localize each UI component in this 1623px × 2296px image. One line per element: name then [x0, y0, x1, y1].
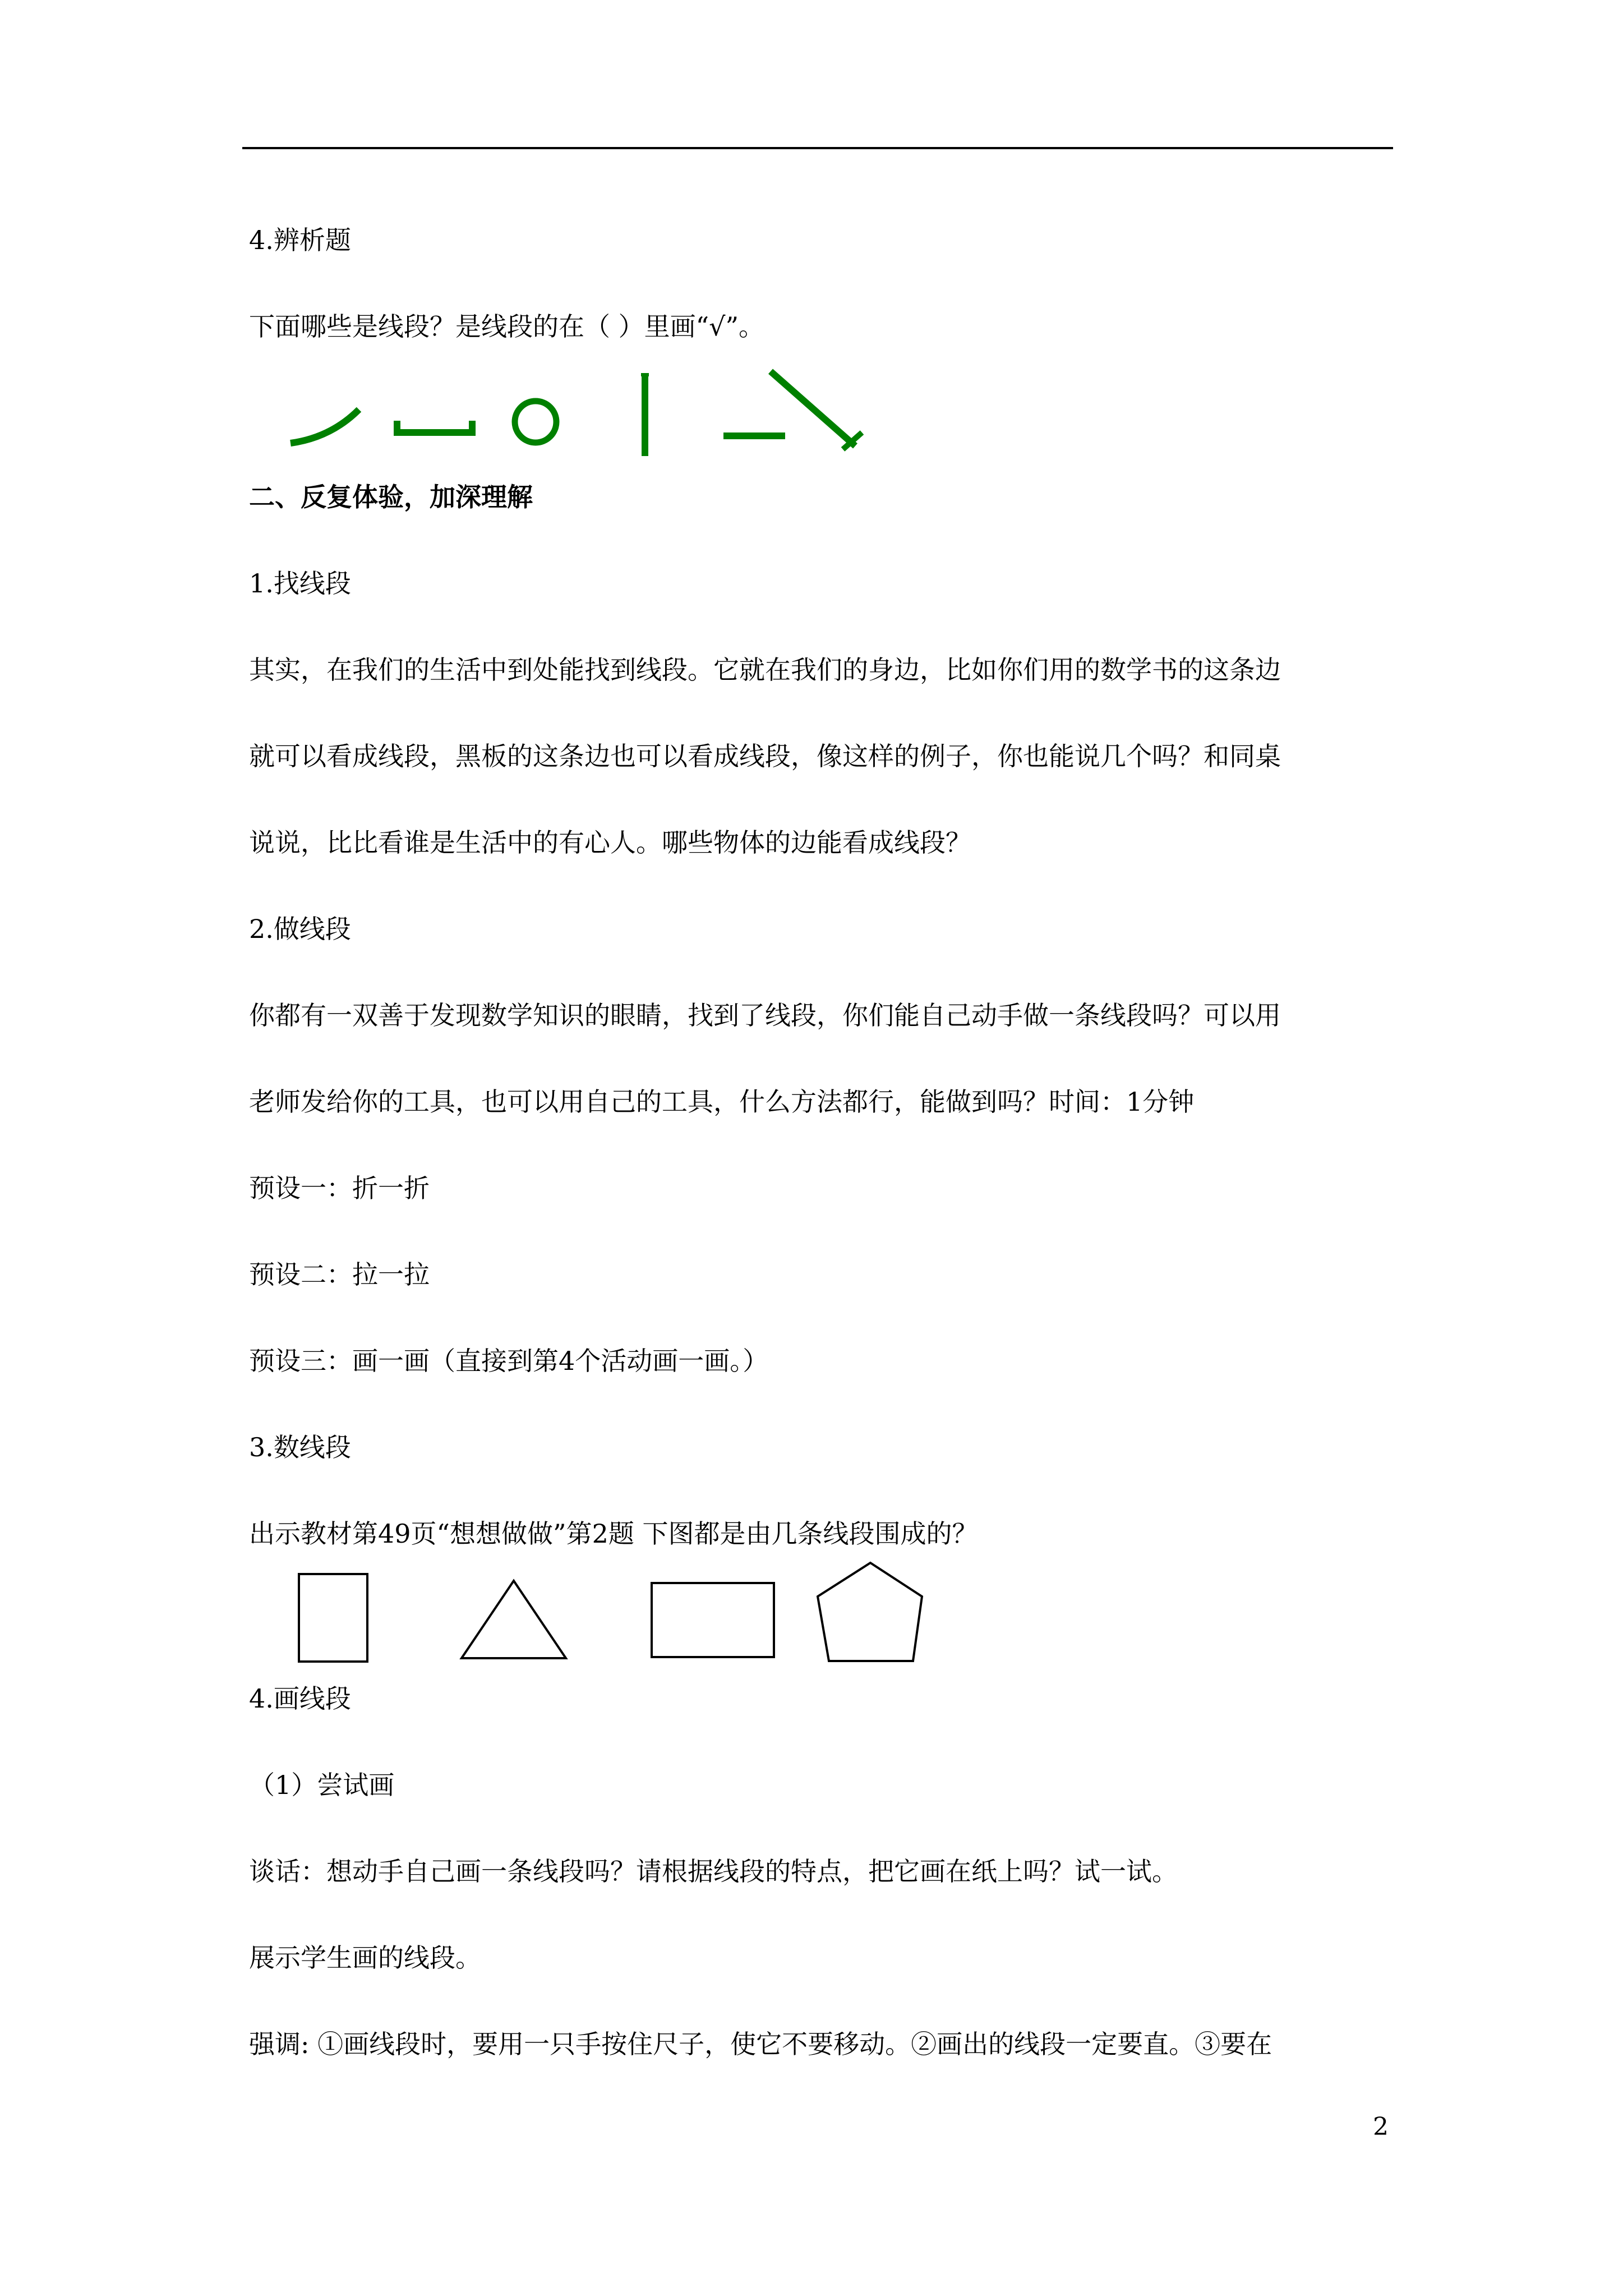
preset-two: 预设二：拉一拉 [249, 1259, 430, 1290]
heading-draw: 4.画线段 [249, 1683, 351, 1714]
paragraph-count: 出示教材第49页“想想做做”第2题 下图都是由几条线段围成的？ [249, 1519, 978, 1549]
paragraph-talk: 谈话：想动手自己画一条线段吗？请根据线段的特点，把它画在纸上吗？试一试。 [249, 1856, 1178, 1887]
preset-one: 预设一：折一折 [249, 1173, 430, 1203]
paragraph-make-2: 老师发给你的工具，也可以用自己的工具，什么方法都行，能做到吗？时间：1分钟 [249, 1087, 1195, 1117]
pentagon-shape [818, 1563, 922, 1661]
paragraph-find-2: 就可以看成线段，黑板的这条边也可以看成线段，像这样的例子，你也能说几个吗？和同桌 [249, 741, 1281, 771]
page-number: 2 [1373, 2113, 1389, 2141]
heading-count: 3.数线段 [249, 1432, 351, 1462]
wide-rectangle-shape [652, 1583, 774, 1657]
bracket-line-figure [397, 421, 472, 436]
triangle-shape [462, 1581, 566, 1658]
paragraph-find-3: 说说，比比看谁是生活中的有心人。哪些物体的边能看成线段？ [249, 827, 971, 858]
judge-figure [280, 365, 875, 460]
curve-figure [291, 409, 359, 443]
circle-figure [515, 401, 556, 443]
header-rule [242, 147, 1393, 149]
paragraph-show: 展示学生画的线段。 [249, 1943, 481, 1973]
angled-segments-figure [723, 371, 862, 449]
heading-make: 2.做线段 [249, 914, 351, 944]
preset-three: 预设三：画一画（直接到第4个活动画一画。） [249, 1346, 769, 1376]
subheading-try: （1）尝试画 [249, 1770, 395, 1800]
paragraph-emphasis: 强调: ①画线段时，要用一只手按住尺子，使它不要移动。②画出的线段一定要直。③要在 [249, 2029, 1272, 2059]
question-judge: 下面哪些是线段？是线段的在（ ）里画“√”。 [249, 311, 764, 342]
paragraph-make-1: 你都有一双善于发现数学知识的眼睛，找到了线段，你们能自己动手做一条线段吗？可以用 [249, 1000, 1281, 1030]
tall-rectangle-shape [299, 1574, 367, 1662]
heading-find: 1.找线段 [249, 568, 351, 599]
paragraph-find-1: 其实，在我们的生活中到处能找到线段。它就在我们的身边，比如你们用的数学书的这条边 [249, 655, 1281, 685]
vertical-line-figure [641, 375, 649, 456]
heading-judge: 4.辨析题 [249, 225, 351, 255]
shapes-figure [280, 1548, 942, 1672]
section-heading: 二、反复体验，加深理解 [249, 482, 533, 512]
